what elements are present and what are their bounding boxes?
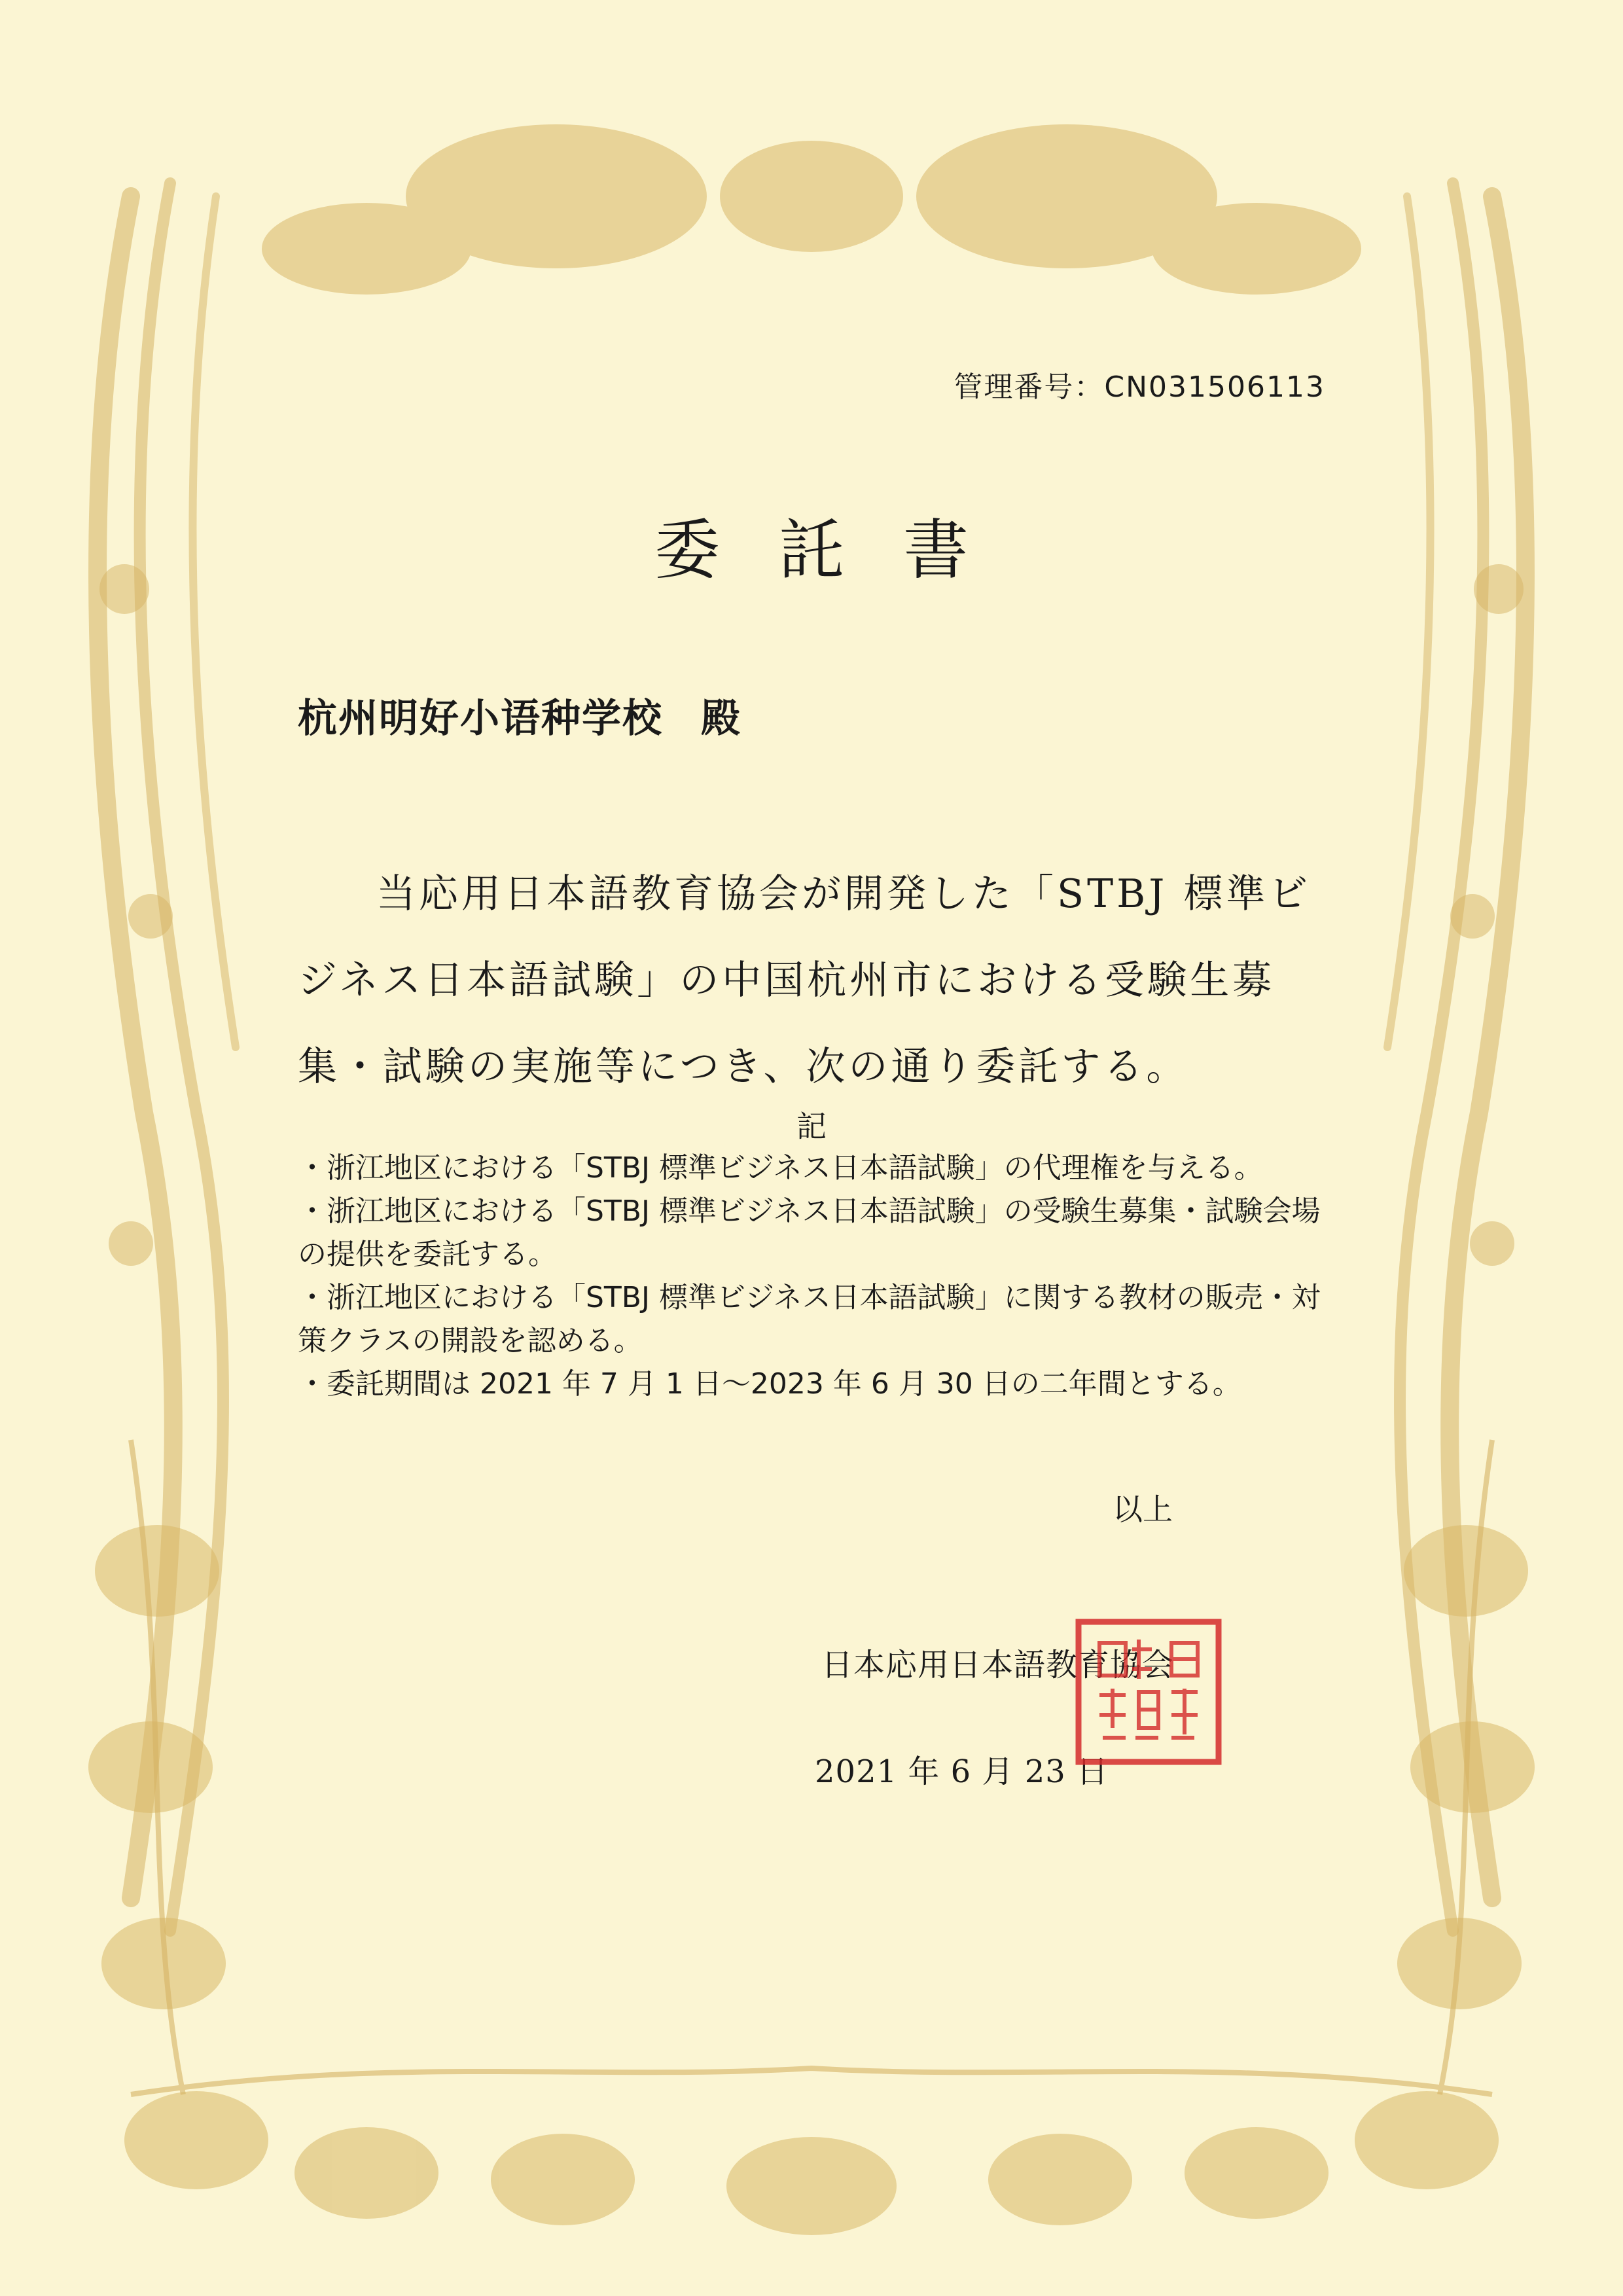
commission-statement: 当応用日本語教育協会が開発した「STBJ 標準ビジネス日本語試験」の中国杭州市における受験生募集・試験の実施等につき、次の通り委託する。 — [298, 871, 1311, 1090]
issue-date: 2021 年 6 月 23 日 — [815, 1753, 1109, 1790]
commission-items — [298, 1147, 1332, 1406]
addressee-honorific: 殿 — [701, 696, 741, 742]
commission-item: ・委託期間は 2021 年 7 月 1 日～2023 年 6 月 30 日の二年間とする。 — [298, 1367, 1241, 1401]
closing-ijou: 以上 — [1113, 1492, 1173, 1527]
commission-item: ・浙江地区における「STBJ 標準ビジネス日本語試験」の受験生募集・試験会場の提供を委託する。 — [298, 1194, 1321, 1271]
commission-item: ・浙江地区における「STBJ 標準ビジネス日本語試験」に関する教材の販売・対策クラスの開設を認める。 — [298, 1281, 1321, 1357]
addressee-name: 杭州明好小语种学校 — [298, 696, 663, 742]
document-title: 委託書 — [654, 512, 1027, 588]
issuer-name: 日本応用日本語教育協会 — [821, 1647, 1175, 1683]
ki-heading: 記 — [796, 1109, 827, 1144]
official-seal-stamp — [1073, 1617, 1224, 1767]
addressee-line — [298, 687, 741, 744]
commission-item: ・浙江地区における「STBJ 標準ビジネス日本語試験」の代理権を与える。 — [298, 1151, 1263, 1185]
management-number: 管理番号：CN031506113 — [954, 370, 1325, 404]
